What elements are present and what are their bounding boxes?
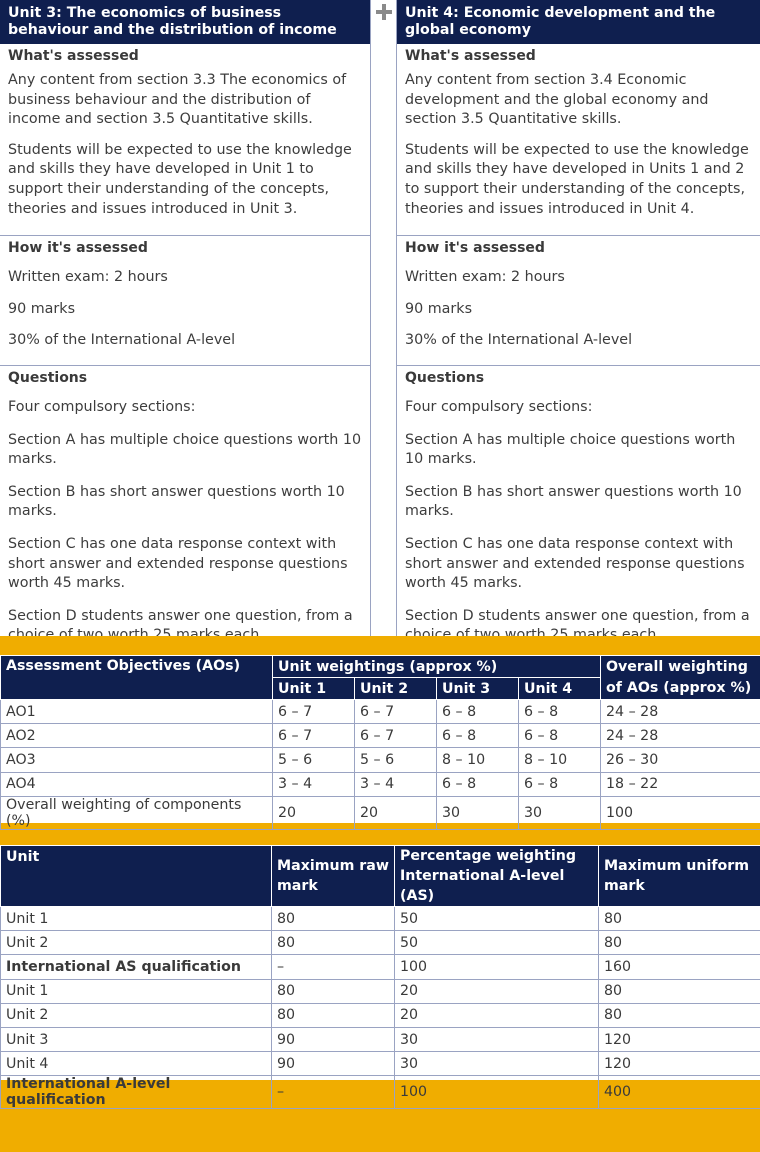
how-assessed-item: 30% of the International A-level xyxy=(8,332,236,349)
weighting-cell: 100 xyxy=(601,796,760,829)
mark-cell: 30 xyxy=(395,1027,599,1051)
whats-assessed-heading: What's assessed xyxy=(8,48,139,64)
how-assessed-heading: How it's assessed xyxy=(0,235,370,259)
whats-assessed-para: Students will be expected to use the knowledge and skills they have developed in Units 1 and 2 to support their understanding of the concepts, theories and issues introduced in Unit 4. xyxy=(405,141,749,217)
weighting-cell: 6 – 7 xyxy=(355,700,437,724)
ao-label-cell: AO1 xyxy=(1,700,273,724)
weighting-cell: 24 – 28 xyxy=(601,700,760,724)
question-item: Section B has short answer questions worth 10 marks. xyxy=(405,483,742,520)
divider-band xyxy=(0,636,760,655)
unit-header: Unit 2 xyxy=(355,678,437,700)
mark-cell: 100 xyxy=(395,955,599,979)
ao-label-cell: AO2 xyxy=(1,724,273,748)
weighting-cell: 8 – 10 xyxy=(437,748,519,772)
unit-weightings-header: Unit weightings (approx %) xyxy=(273,656,601,678)
how-assessed-item: Written exam: 2 hours xyxy=(8,269,168,285)
ao-header: Assessment Objectives (AOs) xyxy=(1,656,273,700)
unit-cell: Unit 1 xyxy=(1,979,272,1003)
unit-header: Unit 1 xyxy=(273,678,355,700)
whats-assessed-para: Students will be expected to use the knowledge and skills they have developed in Unit 1 to support their understanding of the concepts, theories and issues introduced in Unit 3. xyxy=(8,141,352,217)
questions-body xyxy=(397,398,760,646)
whats-assessed-para: Any content from section 3.3 The economics of business behaviour and the distribution of income and section 3.5 Quantitative skills. xyxy=(8,72,347,128)
mark-cell: 120 xyxy=(599,1052,760,1076)
mark-cell: 120 xyxy=(599,1027,760,1051)
mark-cell: 30 xyxy=(395,1052,599,1076)
mark-cell: 80 xyxy=(599,1003,760,1027)
unit-3-title: Unit 3: The economics of business behaviour and the distribution of income xyxy=(0,0,370,44)
weighting-cell: 6 – 7 xyxy=(273,700,355,724)
ao-label-cell: Overall weighting of components (%) xyxy=(1,796,273,829)
mark-cell: 80 xyxy=(599,907,760,931)
weighting-cell: 3 – 4 xyxy=(355,772,437,796)
question-item: Section D students answer one question, from a xyxy=(405,607,750,624)
whats-assessed-body xyxy=(397,71,760,217)
question-item: Section A has multiple choice questions worth 10 marks. xyxy=(405,431,736,468)
how-assessed-item: 90 marks xyxy=(405,300,473,317)
overall-weighting-header: Overall weighting of AOs (approx %) xyxy=(601,656,760,700)
percentage-weighting-header: Percentage weighting International A-level (AS) xyxy=(395,846,599,907)
weighting-cell: 6 – 8 xyxy=(519,724,601,748)
question-item: Four compulsory sections: xyxy=(405,399,593,415)
table-row xyxy=(1,724,760,748)
weighting-cell: 6 – 7 xyxy=(273,724,355,748)
raw-mark-header: Maximum raw mark xyxy=(272,846,395,907)
uniform-mark-header: Maximum uniform mark xyxy=(599,846,760,907)
unit-cell: International A-level qualification xyxy=(1,1076,272,1109)
table-row xyxy=(1,796,760,829)
weighting-cell: 6 – 8 xyxy=(437,700,519,724)
mark-cell: 90 xyxy=(272,1027,395,1051)
question-item: Section D students answer one question, from a xyxy=(8,607,353,624)
weighting-cell: 20 xyxy=(273,796,355,829)
mark-cell: 80 xyxy=(599,931,760,955)
weighting-cell: 3 – 4 xyxy=(273,772,355,796)
column-gap xyxy=(372,22,396,636)
mark-cell: 100 xyxy=(395,1076,599,1109)
question-item: Four compulsory sections: xyxy=(8,399,196,415)
whats-assessed-body xyxy=(0,71,370,217)
how-assessed-heading: How it's assessed xyxy=(397,235,760,259)
marks-table xyxy=(0,845,760,1109)
unit-cell: International AS qualification xyxy=(1,955,272,979)
unit-column-header: Unit xyxy=(1,846,272,907)
weighting-cell: 18 – 22 xyxy=(601,772,760,796)
mark-cell: 80 xyxy=(272,979,395,1003)
ao-weightings-table xyxy=(0,655,760,830)
how-assessed-item: 90 marks xyxy=(8,300,76,317)
mark-cell: 400 xyxy=(599,1076,760,1109)
table-row xyxy=(1,700,760,724)
weighting-cell: 6 – 8 xyxy=(437,772,519,796)
mark-cell: 80 xyxy=(272,907,395,931)
unit-cell: Unit 2 xyxy=(1,1003,272,1027)
unit-cell: Unit 1 xyxy=(1,907,272,931)
table-row xyxy=(1,907,760,931)
unit-cell: Unit 2 xyxy=(1,931,272,955)
unit-cell: Unit 4 xyxy=(1,1052,272,1076)
weighting-cell: 26 – 30 xyxy=(601,748,760,772)
how-assessed-item: 30% of the International A-level xyxy=(405,332,633,349)
questions-heading: Questions xyxy=(0,365,370,389)
mark-cell: – xyxy=(272,955,395,979)
weighting-cell: 6 – 8 xyxy=(437,724,519,748)
whats-assessed-heading: What's assessed xyxy=(405,48,536,64)
weighting-cell: 24 – 28 xyxy=(601,724,760,748)
ao-label-cell: AO3 xyxy=(1,748,273,772)
mark-cell: 90 xyxy=(272,1052,395,1076)
mark-cell: 80 xyxy=(272,931,395,955)
weighting-cell: 30 xyxy=(519,796,601,829)
weighting-cell: 8 – 10 xyxy=(519,748,601,772)
qualification-row xyxy=(1,955,760,979)
weighting-cell: 6 – 8 xyxy=(519,772,601,796)
table-row xyxy=(1,1027,760,1051)
mark-cell: 20 xyxy=(395,979,599,1003)
mark-cell: 20 xyxy=(395,1003,599,1027)
unit-header: Unit 3 xyxy=(437,678,519,700)
mark-cell: 80 xyxy=(599,979,760,1003)
weighting-cell: 5 – 6 xyxy=(355,748,437,772)
unit-cell: Unit 3 xyxy=(1,1027,272,1051)
questions-body xyxy=(0,398,370,646)
mark-cell: 80 xyxy=(272,1003,395,1027)
table-row xyxy=(1,931,760,955)
mark-cell: – xyxy=(272,1076,395,1109)
question-item: Section A has multiple choice questions worth 10 marks. xyxy=(8,431,362,468)
mark-cell: 50 xyxy=(395,907,599,931)
whats-assessed-para: Any content from section 3.4 Economic development and the global economy and section 3.5 Quantitative skills. xyxy=(405,72,709,128)
question-item: Section B has short answer questions worth 10 marks. xyxy=(8,483,345,520)
weighting-cell: 6 – 8 xyxy=(519,700,601,724)
unit-3-column xyxy=(0,0,371,636)
questions-heading: Questions xyxy=(397,365,760,389)
weighting-cell: 20 xyxy=(355,796,437,829)
ao-label-cell: AO4 xyxy=(1,772,273,796)
question-item: Section C has one data response context with short answer and extended response questions worth 45 marks. xyxy=(8,535,348,592)
unit-4-column xyxy=(396,0,760,636)
weighting-cell: 30 xyxy=(437,796,519,829)
how-assessed-body xyxy=(397,268,760,365)
table-row xyxy=(1,979,760,1003)
weighting-cell: 6 – 7 xyxy=(355,724,437,748)
table-row xyxy=(1,748,760,772)
table-row xyxy=(1,1003,760,1027)
plus-icon xyxy=(375,3,393,21)
table-row xyxy=(1,772,760,796)
qualification-row xyxy=(1,1076,760,1109)
mark-cell: 50 xyxy=(395,931,599,955)
table-row xyxy=(1,1052,760,1076)
unit-header: Unit 4 xyxy=(519,678,601,700)
how-assessed-body xyxy=(0,268,370,365)
question-item: Section C has one data response context with short answer and extended response questions worth 45 marks. xyxy=(405,535,745,592)
how-assessed-item: Written exam: 2 hours xyxy=(405,269,565,285)
unit-4-title: Unit 4: Economic development and the global economy xyxy=(397,0,760,44)
weighting-cell: 5 – 6 xyxy=(273,748,355,772)
mark-cell: 160 xyxy=(599,955,760,979)
